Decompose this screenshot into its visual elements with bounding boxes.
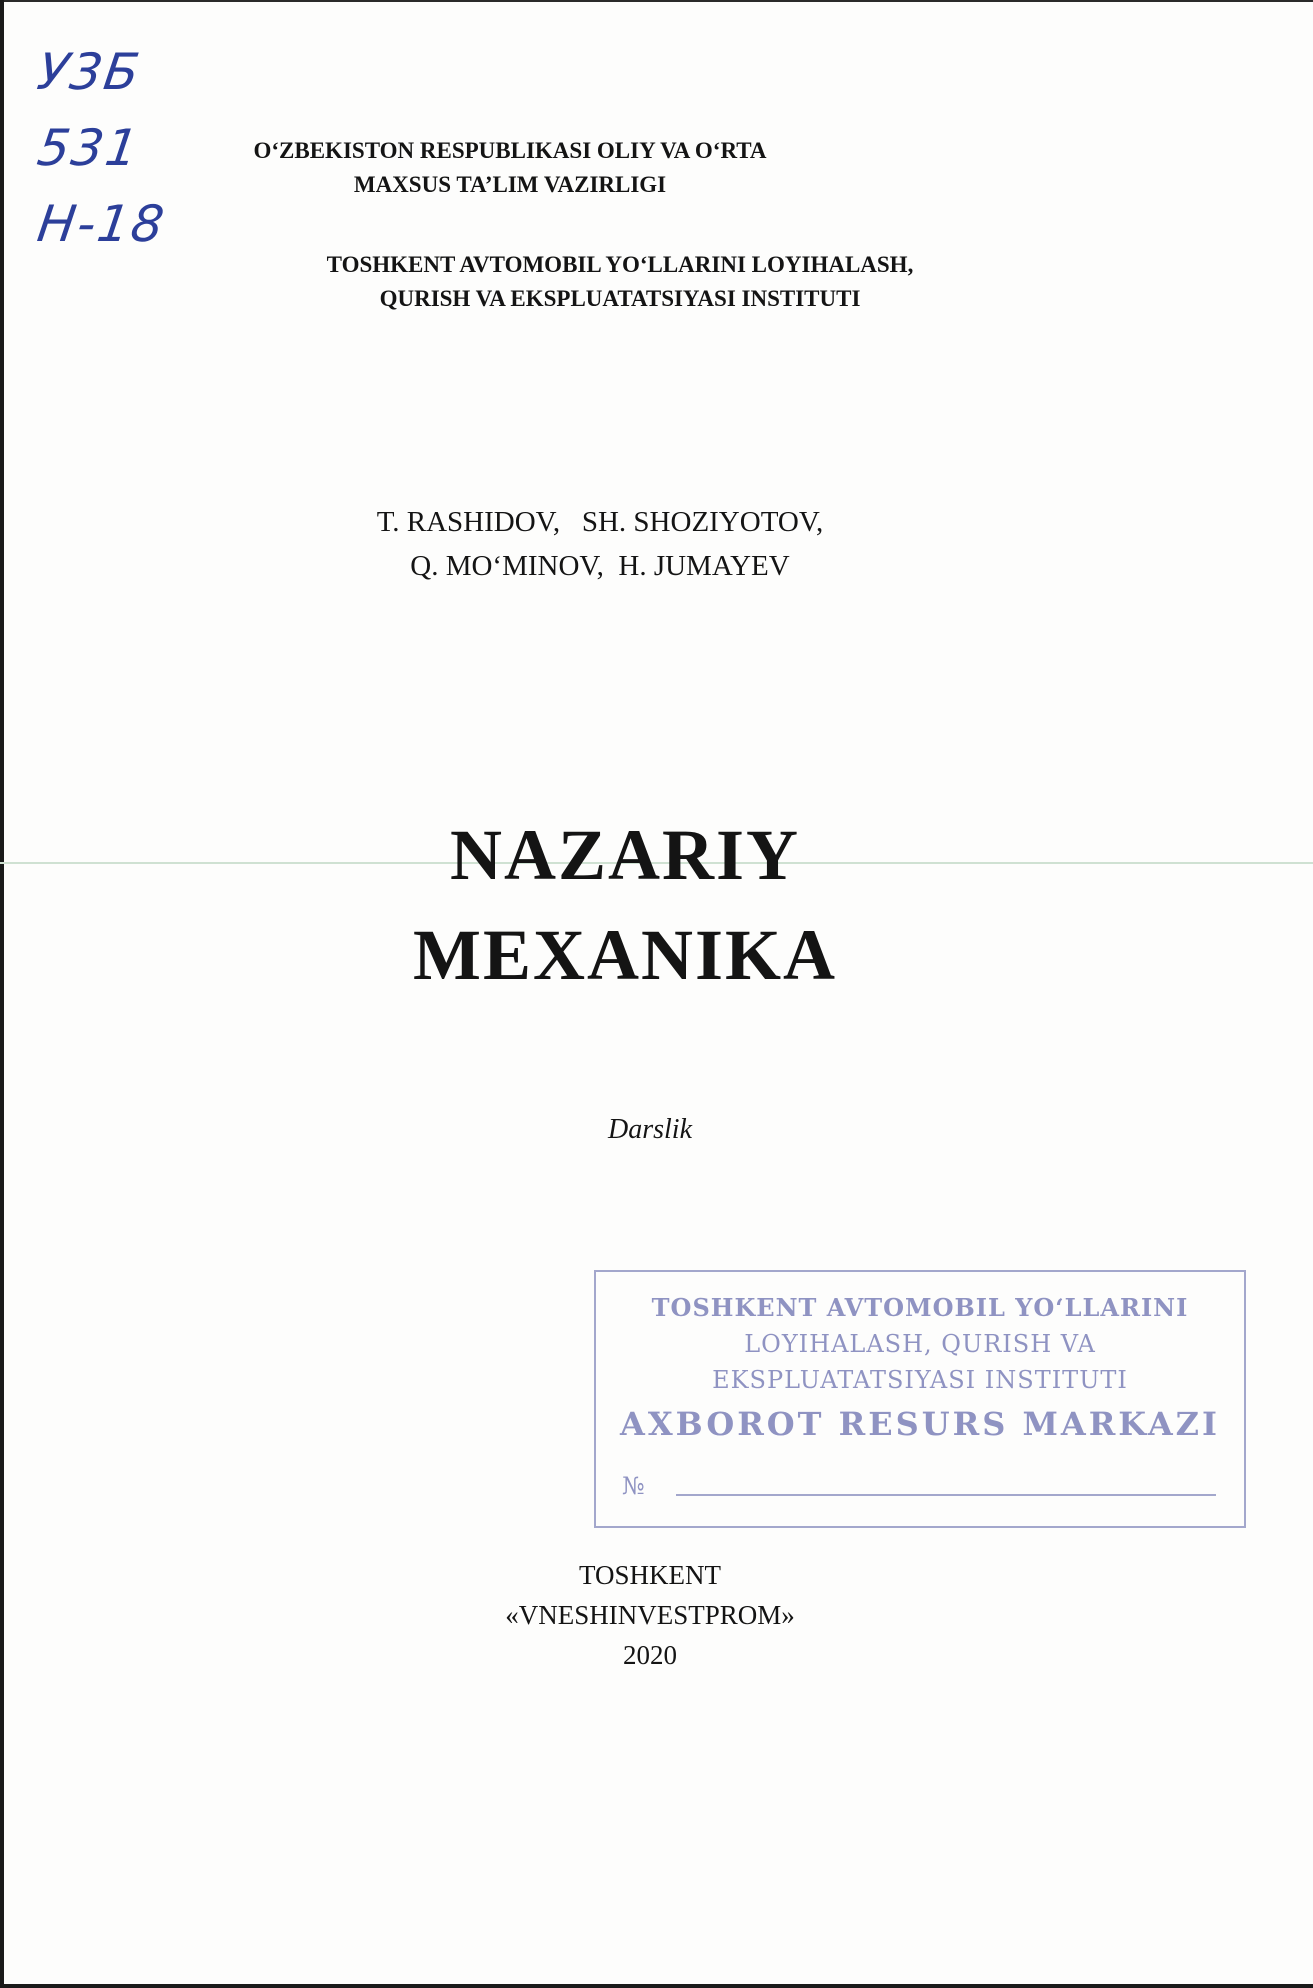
handwritten-note: Н-18 xyxy=(33,195,170,253)
handwritten-note: 531 xyxy=(33,119,144,177)
institute-heading xyxy=(170,248,1070,316)
scan-edge-bottom xyxy=(0,1984,1313,1988)
stamp-line: LOYIHALASH, QURISH VA xyxy=(744,1330,1096,1358)
authors-line: Q. MO‘MINOV, H. JUMAYEV xyxy=(410,550,790,582)
stamp-line: EKSPLUATATSIYASI INSTITUTI xyxy=(712,1366,1128,1394)
imprint-city: TOSHKENT xyxy=(578,1560,721,1590)
ministry-heading xyxy=(200,134,820,202)
book-title-line: MEXANIKA xyxy=(413,915,837,995)
stamp-number-field xyxy=(676,1494,1216,1496)
institute-line: QURISH VA EKSPLUATATSIYASI INSTITUTI xyxy=(379,286,861,311)
handwritten-catalog-notes xyxy=(33,42,178,272)
book-type: Darslik xyxy=(608,1114,692,1145)
book-title-line: NAZARIY xyxy=(449,815,801,895)
stamp-number-label: № xyxy=(622,1472,645,1500)
stamp-line: AXBOROT RESURS MARKAZI xyxy=(620,1405,1220,1443)
imprint-publisher: «VNESHINVESTPROM» xyxy=(505,1600,795,1630)
scan-edge-top xyxy=(0,0,1313,2)
authors-block xyxy=(250,500,950,588)
authors-line: T. RASHIDOV, SH. SHOZIYOTOV, xyxy=(376,506,824,538)
imprint-year: 2020 xyxy=(623,1640,677,1670)
book-title xyxy=(300,805,950,1005)
ministry-line: O‘ZBEKISTON RESPUBLIKASI OLIY VA O‘RTA xyxy=(253,138,767,163)
institute-line: TOSHKENT AVTOMOBIL YO‘LLARINI LOYIHALASH, xyxy=(326,252,914,277)
ministry-line: MAXSUS TA’LIM VAZIRLIGI xyxy=(353,172,667,197)
imprint-block xyxy=(400,1555,900,1675)
scan-edge-left xyxy=(0,0,4,1988)
library-stamp xyxy=(594,1270,1246,1528)
handwritten-note: У3Б xyxy=(33,43,145,101)
stamp-line: TOSHKENT AVTOMOBIL YO‘LLARINI xyxy=(651,1293,1189,1322)
